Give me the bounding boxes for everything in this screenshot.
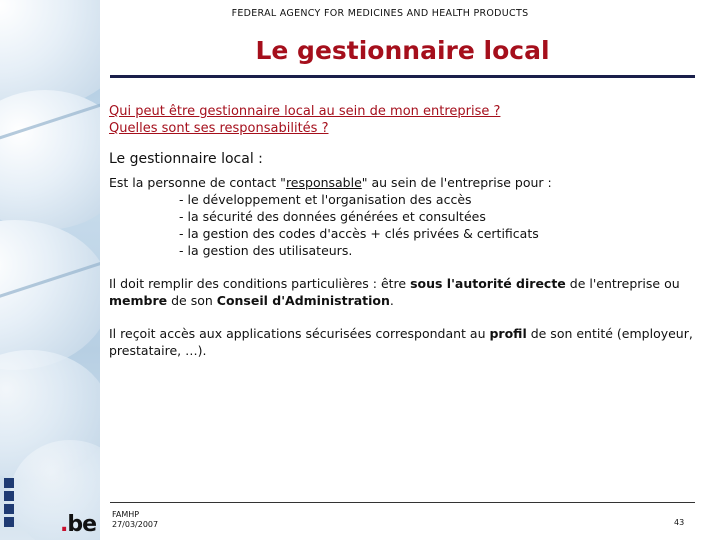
square-icon <box>4 517 14 527</box>
title-rule <box>110 75 695 78</box>
be-logo: .be <box>60 512 97 537</box>
section-heading: Le gestionnaire local : <box>109 151 263 167</box>
square-icon <box>4 491 14 501</box>
square-icon <box>4 478 14 488</box>
list-item: - le développement et l'organisation des accès <box>179 192 472 207</box>
access-paragraph: Il reçoit accès aux applications sécurisées correspondant au profil de son entité (employeur, prestataire, …). <box>109 326 693 358</box>
list-item: - la gestion des codes d'accès + clés privées & certificats <box>179 226 539 241</box>
list-item: - la gestion des utilisateurs. <box>179 243 353 258</box>
responsable-text: responsable <box>285 175 362 190</box>
agency-name: FEDERAL AGENCY FOR MEDICINES AND HEALTH PRODUCTS <box>231 8 529 19</box>
conditions-paragraph: Il doit remplir des conditions particulières : être sous l'autorité directe de l'entreprise ou membre de son Conseil d'Administration. <box>109 276 680 308</box>
page-title: Le gestionnaire local <box>255 36 550 65</box>
question-1: Qui peut être gestionnaire local au sein de mon entreprise ? <box>109 104 501 119</box>
square-icon <box>4 504 14 514</box>
list-item: - la sécurité des données générées et consultées <box>179 209 486 224</box>
question-2: Quelles sont ses responsabilités ? <box>109 121 329 136</box>
pill-background <box>0 0 100 540</box>
footer-org: FAMHP <box>112 510 140 519</box>
intro-paragraph: Est la personne de contact "responsable" au sein de l'entreprise pour : <box>109 175 552 190</box>
page-number: 43 <box>674 518 685 527</box>
pill-image <box>0 220 100 370</box>
slide-content <box>109 103 699 359</box>
footer-date: 27/03/2007 <box>112 520 159 529</box>
decorative-squares <box>4 478 16 530</box>
footer-info <box>112 510 158 530</box>
footer-rule <box>110 502 695 503</box>
